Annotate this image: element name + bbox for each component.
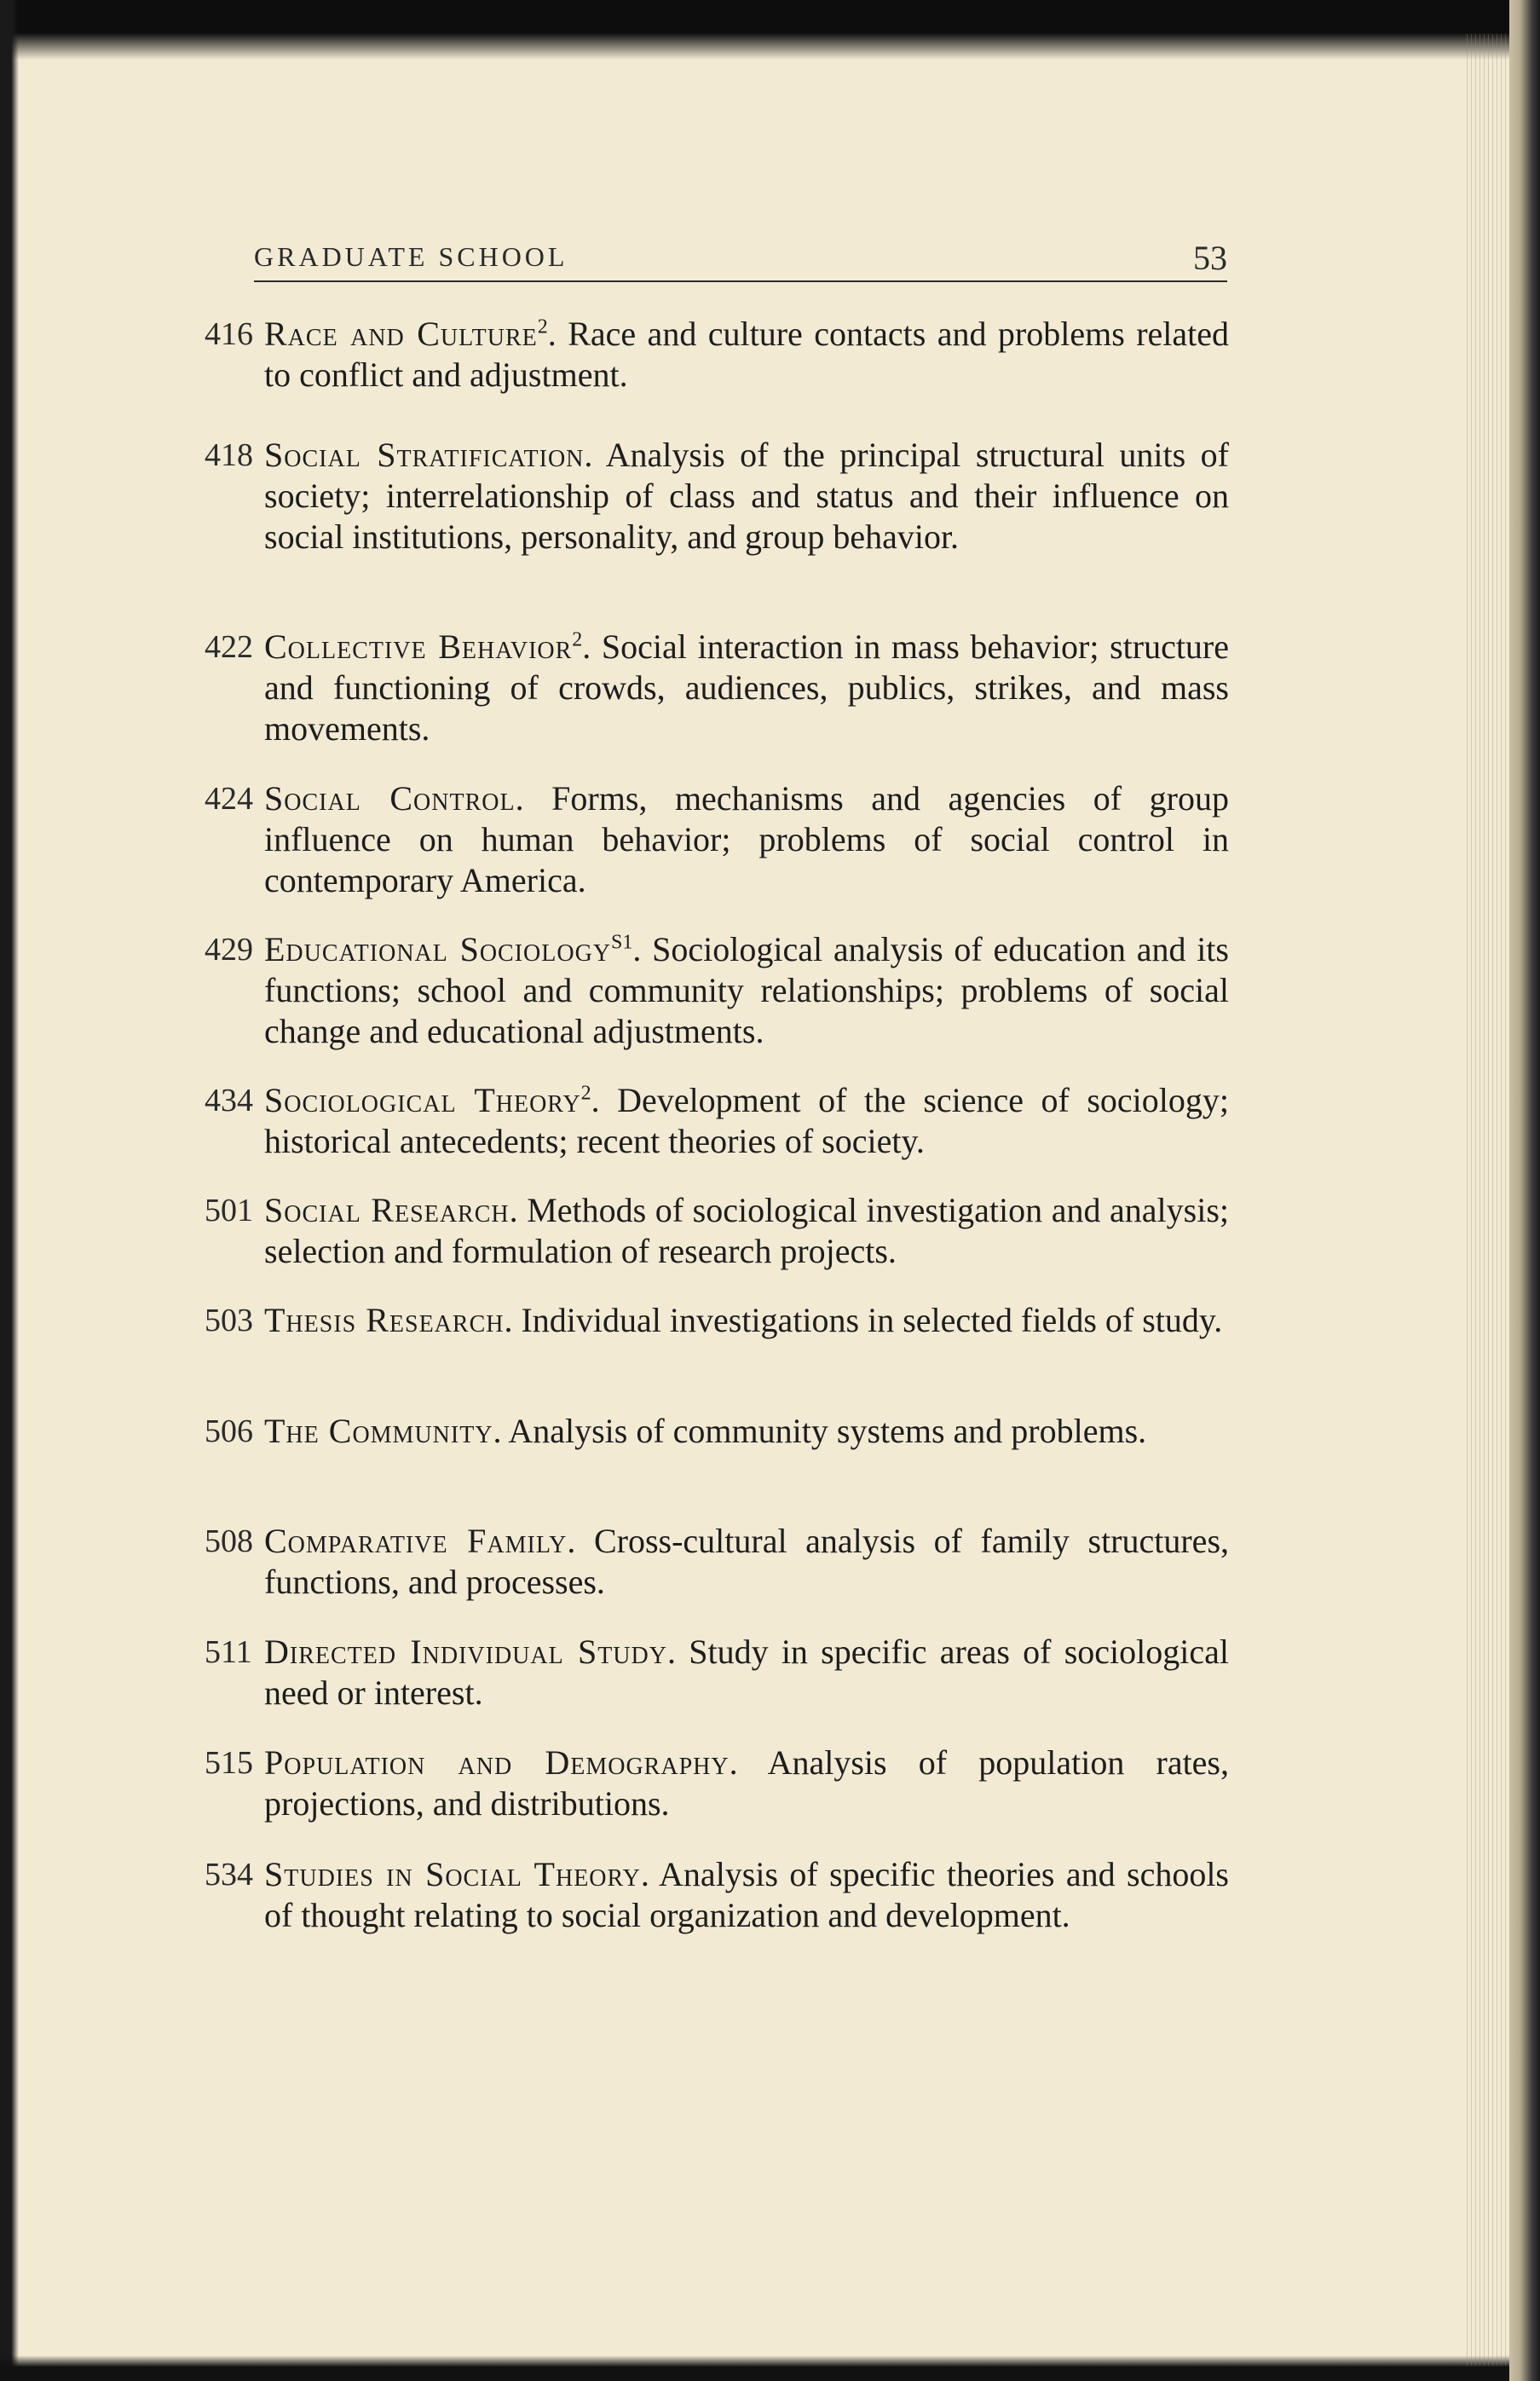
scan-top-shadow: [0, 0, 1540, 60]
book-spine-edge: [1509, 0, 1540, 2381]
course-number: 416: [205, 316, 253, 352]
course-title: Thesis Research: [264, 1301, 505, 1339]
course-description: Cross-cultural analysis of family structures, functions, and processes.: [264, 1522, 1230, 1601]
course-description: Analysis of population rates, projections, and distributions.: [264, 1743, 1229, 1823]
course-title: Social Control: [264, 779, 516, 818]
course-description: Methods of sociological investigation and analysis; selection and formulation of research projects.: [264, 1191, 1230, 1270]
course-number: 418: [205, 437, 253, 473]
course-title: Directed Individual Study: [264, 1633, 667, 1671]
course-description: Race and culture contacts and problems related to conflict and adjustment.: [264, 315, 1230, 394]
course-title: Social Research: [264, 1191, 510, 1229]
course-title: The Community: [264, 1412, 493, 1450]
course-description: Social interaction in mass behavior; structure and functioning of crowds, audiences, publics, strikes, and mass movements.: [264, 627, 1230, 748]
course-description: Analysis of community systems and problems.: [508, 1412, 1147, 1450]
course-description: Sociological analysis of education and its functions; school and community relationships; problems of social change and educational adjustments.: [264, 930, 1229, 1050]
course-number: 534: [205, 1857, 253, 1893]
course-title: Comparative Family: [264, 1522, 568, 1560]
course-sup: 2: [572, 628, 583, 651]
course-body: Collective Behavior$^2$. Social interaction in mass behavior; structure and functioning of crowds, audiences, publics, strikes, and mass movements.: [264, 627, 1230, 748]
course-sup: 2: [537, 315, 548, 338]
course-title: Race and Culture: [264, 315, 538, 353]
course-number: 501: [205, 1193, 253, 1228]
course-sup: 2: [580, 1082, 591, 1105]
course-number: 429: [205, 932, 253, 968]
page-number: 53: [1193, 239, 1227, 277]
course-body: Race and Culture$^2$. Race and culture contacts and problems related to conflict and adjustment.: [264, 315, 1230, 394]
course-description: Study in specific areas of sociological need or interest.: [264, 1633, 1229, 1712]
scan-left-edge: [0, 0, 19, 2381]
course-body: Studies in Social Theory. Analysis of specific theories and schools of thought relating to social organization and development.: [264, 1855, 1230, 1934]
course-number: 508: [205, 1523, 253, 1559]
course-description: Analysis of the principal structural units of society; interrelationship of class and status and their influence on social institutions, personality, and group behavior.: [264, 436, 1229, 556]
scan-bottom-edge: [0, 2355, 1540, 2381]
course-body: Population and Demography. Analysis of population rates, projections, and distributions.: [264, 1743, 1229, 1823]
course-description: Individual investigations in selected fields of study.: [521, 1301, 1223, 1339]
course-body: Sociological Theory$^2$. Development of the science of sociology; historical antecedents; recent theories of society.: [264, 1081, 1230, 1160]
course-number: 511: [205, 1634, 252, 1670]
course-number: 422: [205, 629, 253, 665]
course-title: Collective Behavior: [264, 627, 573, 666]
course-body: Educational Sociology$^{S1}$. Sociological analysis of education and its functions; school and community relationships; problems of social change and educational adjustments.: [264, 930, 1229, 1050]
course-body: Comparative Family. Cross-cultural analysis of family structures, functions, and processes.: [264, 1522, 1230, 1601]
course-number: 506: [205, 1413, 253, 1449]
course-description: Forms, mechanisms and agencies of group influence on human behavior; problems of social control in contemporary America.: [264, 779, 1230, 899]
course-title: Population and Demography: [264, 1743, 730, 1782]
running-head: [254, 236, 1227, 282]
course-number: 434: [205, 1083, 253, 1118]
course-number: 515: [205, 1745, 253, 1781]
page-stack-lines: [1467, 34, 1509, 2366]
course-description: Development of the science of sociology; historical antecedents; recent theories of society.: [264, 1081, 1230, 1160]
course-body: Social Research. Methods of sociological investigation and analysis; selection and formulation of research projects.: [264, 1191, 1230, 1270]
course-body: Directed Individual Study. Study in specific areas of sociological need or interest.: [264, 1633, 1229, 1712]
course-description: Analysis of specific theories and schools of thought relating to social organization and development.: [264, 1855, 1230, 1934]
course-title: Social Stratification: [264, 436, 585, 474]
course-title: Studies in Social Theory: [264, 1855, 641, 1893]
course-title: Educational Sociology: [264, 930, 612, 968]
course-body: Social Control. Forms, mechanisms and agencies of group influence on human behavior; problems of social control in contemporary America.: [264, 779, 1230, 899]
course-body: Thesis Research. Individual investigations in selected fields of study.: [264, 1301, 1223, 1339]
course-title: Sociological Theory: [264, 1081, 581, 1119]
course-body: Social Stratification. Analysis of the principal structural units of society; interrelationship of class and status and their influence on social institutions, personality, and group behavior.: [264, 436, 1229, 556]
course-body: The Community. Analysis of community systems and problems.: [264, 1412, 1147, 1450]
running-head-title: GRADUATE SCHOOL: [254, 241, 568, 272]
course-sup: S1: [611, 931, 633, 954]
course-number: 424: [205, 781, 253, 817]
course-number: 503: [205, 1303, 253, 1338]
